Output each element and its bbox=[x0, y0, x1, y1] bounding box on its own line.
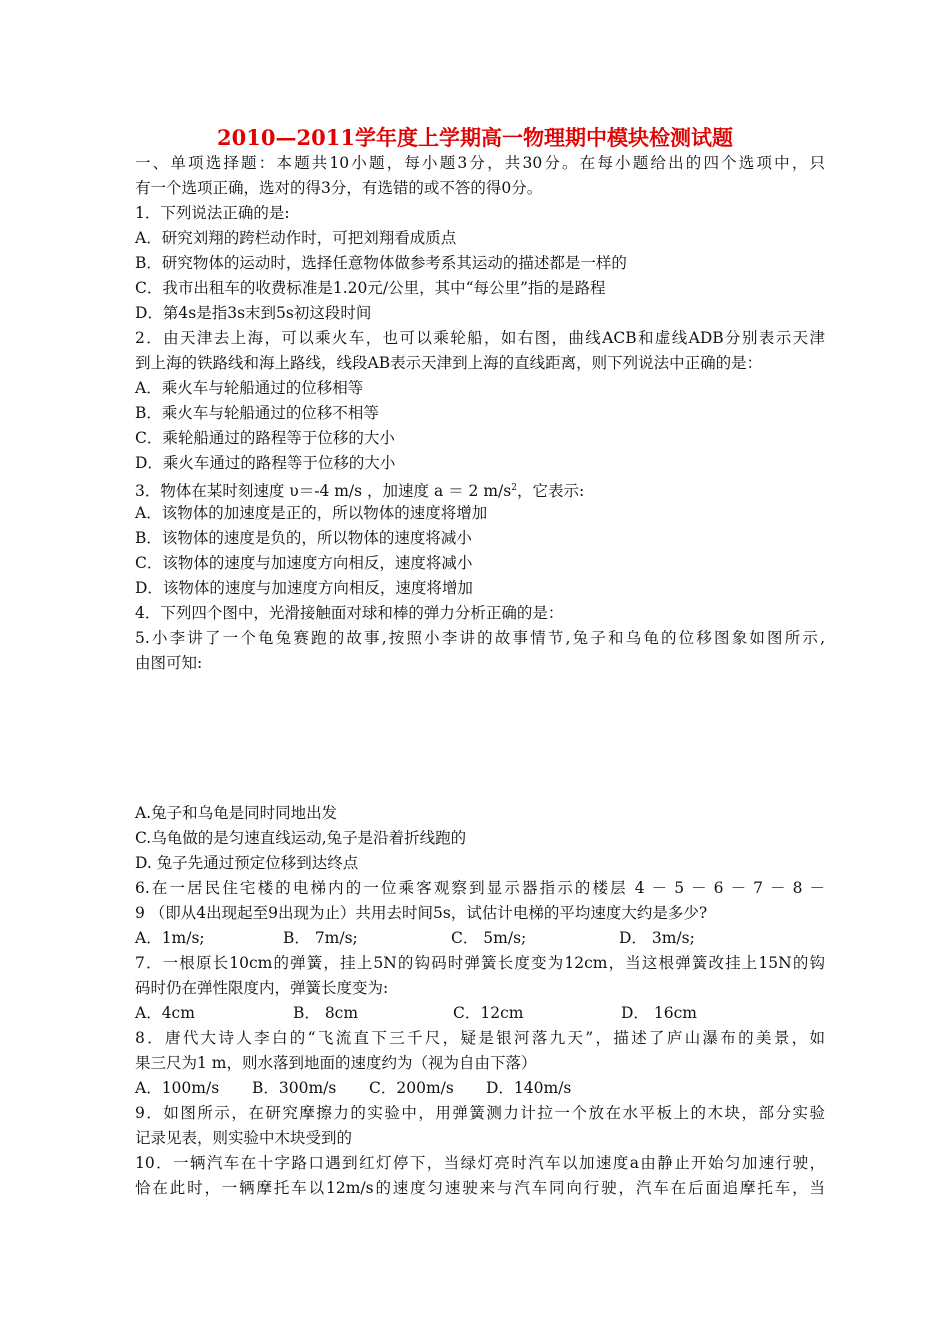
q1-option-d: D．第4s是指3s末到5s初这段时间 bbox=[135, 304, 372, 322]
q8-stem-line1: 8．唐代大诗人李白的“飞流直下三千尺，疑是银河落九天”，描述了庐山瀑布的美景，如 bbox=[135, 1029, 825, 1047]
q7-option-a: A．4cm bbox=[135, 1004, 195, 1022]
page-title: 2010—2011学年度上学期高一物理期中模块检测试题 bbox=[217, 125, 733, 150]
q7-stem-line1: 7．一根原长10cm的弹簧，挂上5N的钩码时弹簧长度变为12cm，当这根弹簧改挂上15N的钩 bbox=[135, 954, 825, 972]
q3-option-c: C．该物体的速度与加速度方向相反，速度将减小 bbox=[135, 554, 473, 572]
q5-option-d: D. 兔子先通过预定位移到达终点 bbox=[135, 854, 359, 872]
q9-stem-line1: 9．如图所示，在研究摩擦力的实验中，用弹簧测力计拉一个放在水平板上的木块，部分实验 bbox=[135, 1104, 825, 1122]
q3-stem-sup: 2 bbox=[511, 483, 517, 493]
section1-intro-line2: 有一个选项正确，选对的得3分，有选错的或不答的得0分。 bbox=[135, 179, 543, 197]
q7-stem-line2: 码时仍在弹性限度内，弹簧长度变为: bbox=[135, 979, 389, 997]
q8-option-a: A．100m/s bbox=[135, 1079, 220, 1097]
q6-option-d: D． 3m/s; bbox=[619, 929, 695, 947]
q6-options bbox=[135, 926, 825, 951]
section1-intro-line1: 一、单项选择题：本题共10小题，每小题3分，共30分。在每小题给出的四个选项中，只 bbox=[135, 154, 825, 172]
q3-stem-post: ，它表示: bbox=[516, 482, 585, 501]
q1-option-b: B．研究物体的运动时，选择任意物体做参考系其运动的描述都是一样的 bbox=[135, 254, 627, 272]
q6-stem-line2: 9 （即从4出现起至9出现为止）共用去时间5s，试估计电梯的平均速度大约是多少? bbox=[135, 904, 708, 922]
q8-options bbox=[135, 1076, 825, 1101]
q8-option-d: D．140m/s bbox=[486, 1079, 572, 1097]
q3-option-d: D．该物体的速度与加速度方向相反，速度将增加 bbox=[135, 579, 473, 597]
q6-option-c: C． 5m/s; bbox=[451, 929, 527, 947]
q2-option-d: D．乘火车通过的路程等于位移的大小 bbox=[135, 454, 396, 472]
q10-stem-line1: 10．一辆汽车在十字路口遇到红灯停下，当绿灯亮时汽车以加速度a由静止开始匀加速行驶， bbox=[135, 1154, 825, 1172]
q7-options bbox=[135, 1001, 825, 1026]
q2-option-b: B．乘火车与轮船通过的位移不相等 bbox=[135, 404, 379, 422]
q5-stem-line1: 5.小李讲了一个龟兔赛跑的故事,按照小李讲的故事情节,兔子和乌龟的位移图象如图所示, bbox=[135, 629, 825, 647]
q1-option-c: C．我市出租车的收费标准是1.20元/公里，其中“每公里”指的是路程 bbox=[135, 279, 606, 297]
q1-stem: 1．下列说法正确的是: bbox=[135, 204, 290, 222]
q7-option-b: B． 8cm bbox=[293, 1004, 359, 1022]
q5-figure-space bbox=[135, 676, 825, 801]
q10-stem-line2: 恰在此时，一辆摩托车以12m/s的速度匀速驶来与汽车同向行驶，汽车在后面追摩托车，当 bbox=[135, 1179, 825, 1197]
q2-stem-line2: 到上海的铁路线和海上路线，线段AB表示天津到上海的直线距离，则下列说法中正确的是： bbox=[135, 354, 763, 372]
q2-stem-line1: 2．由天津去上海，可以乘火车，也可以乘轮船，如右图，曲线ACB和虚线ADB分别表示天津 bbox=[135, 329, 825, 347]
q7-option-c: C．12cm bbox=[453, 1004, 524, 1022]
q4-stem: 4．下列四个图中，光滑接触面对球和棒的弹力分析正确的是： bbox=[135, 604, 564, 622]
q5-option-a: A.兔子和乌龟是同时同地出发 bbox=[135, 804, 338, 822]
q2-option-a: A．乘火车与轮船通过的位移相等 bbox=[135, 379, 364, 397]
q7-option-d: D． 16cm bbox=[621, 1004, 697, 1022]
q5-stem-line2: 由图可知: bbox=[135, 654, 203, 672]
q2-option-c: C．乘轮船通过的路程等于位移的大小 bbox=[135, 429, 395, 447]
q8-option-c: C．200m/s bbox=[369, 1079, 454, 1097]
q6-option-a: A．1m/s; bbox=[135, 929, 205, 947]
q6-stem-line1: 6.在一居民住宅楼的电梯内的一位乘客观察到显示器指示的楼层 4 － 5 － 6 － 7 － 8 － bbox=[135, 879, 825, 897]
exam-content bbox=[135, 151, 825, 1201]
q8-stem-line2: 果三尺为1 m，则水落到地面的速度约为（视为自由下落） bbox=[135, 1054, 537, 1072]
q9-stem-line2: 记录见表，则实验中木块受到的 bbox=[135, 1129, 353, 1147]
q5-option-c: C.乌龟做的是匀速直线运动,兔子是沿着折线跑的 bbox=[135, 829, 467, 847]
q3-stem-pre: 3．物体在某时刻速度 υ＝-4 m/s ，加速度 a ＝ 2 m/s bbox=[135, 482, 512, 501]
q3-stem bbox=[135, 476, 825, 501]
q3-option-b: B．该物体的速度是负的，所以物体的速度将减小 bbox=[135, 529, 472, 547]
q3-option-a: A．该物体的加速度是正的，所以物体的速度将增加 bbox=[135, 504, 488, 522]
q1-option-a: A．研究刘翔的跨栏动作时，可把刘翔看成质点 bbox=[135, 229, 457, 247]
q6-option-b: B． 7m/s; bbox=[283, 929, 358, 947]
q8-option-b: B．300m/s bbox=[252, 1079, 337, 1097]
